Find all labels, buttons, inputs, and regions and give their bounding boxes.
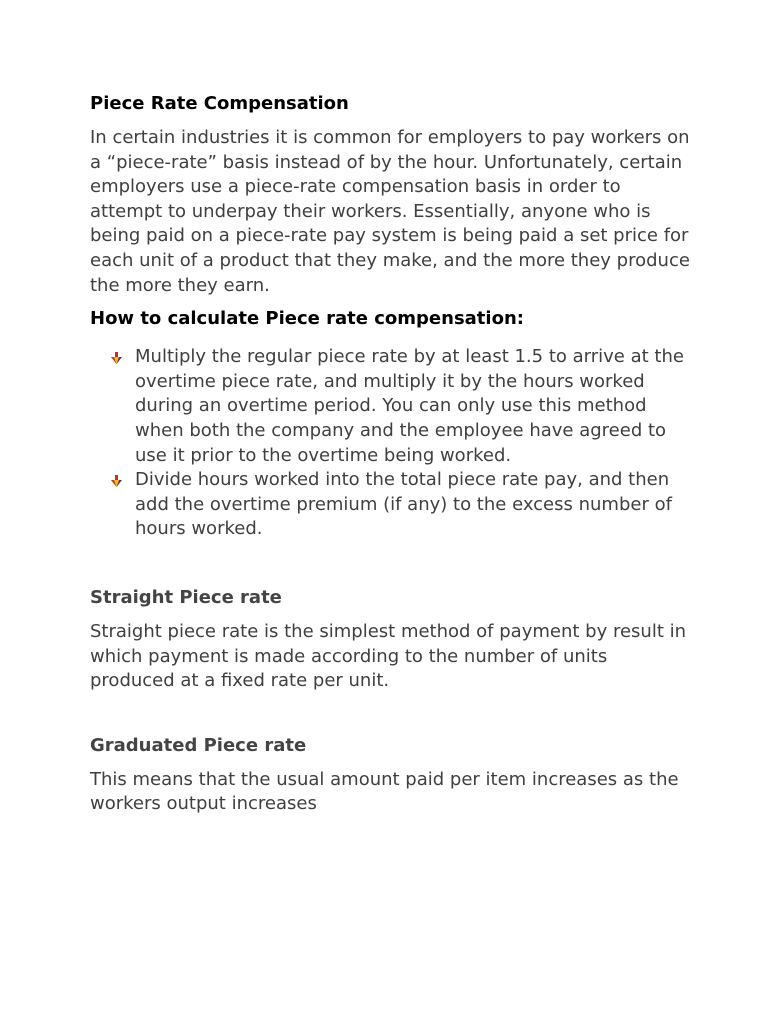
arrow-down-bullet-icon — [111, 352, 122, 364]
graduated-piece-rate-heading: Graduated Piece rate — [90, 734, 307, 756]
how-to-heading: How to calculate Piece rate compensation: — [90, 308, 524, 330]
arrow-down-bullet-icon — [111, 475, 122, 487]
straight-piece-rate-text: Straight piece rate is the simplest method of payment by result in which payment is made according to the number of units produced at a fixed rate per unit. — [90, 620, 687, 692]
straight-piece-rate-heading: Straight Piece rate — [90, 586, 282, 608]
intro-paragraph: In certain industries it is common for employers to pay workers on a “piece-rate” basis instead of by the hour. Unfortunately, certain employers use a piece-rate compensation basis in order to attempt to underpay their workers. Essentially, anyone who is being paid on a piece-rate pay system is being paid a set price for each unit of a product that they make, and the more they produce the more they earn. — [90, 127, 690, 296]
document-title: Piece Rate Compensation — [90, 93, 349, 114]
bullet-text: Divide hours worked into the total piece rate pay, and then add the overtime premium (if any) to the excess number of hours worked. — [135, 469, 672, 540]
document-page — [90, 91, 690, 817]
bullet-list — [90, 345, 690, 542]
graduated-piece-rate-text: This means that the usual amount paid per item increases as the workers output increases — [90, 768, 679, 815]
bullet-text: Multiply the regular piece rate by at least 1.5 to arrive at the overtime piece rate, and multiply it by the hours worked during an overtime period. You can only use this method when both the company and the employee have agreed to use it prior to the overtime being worked. — [135, 346, 684, 466]
list-item — [90, 345, 690, 468]
list-item — [90, 468, 690, 542]
